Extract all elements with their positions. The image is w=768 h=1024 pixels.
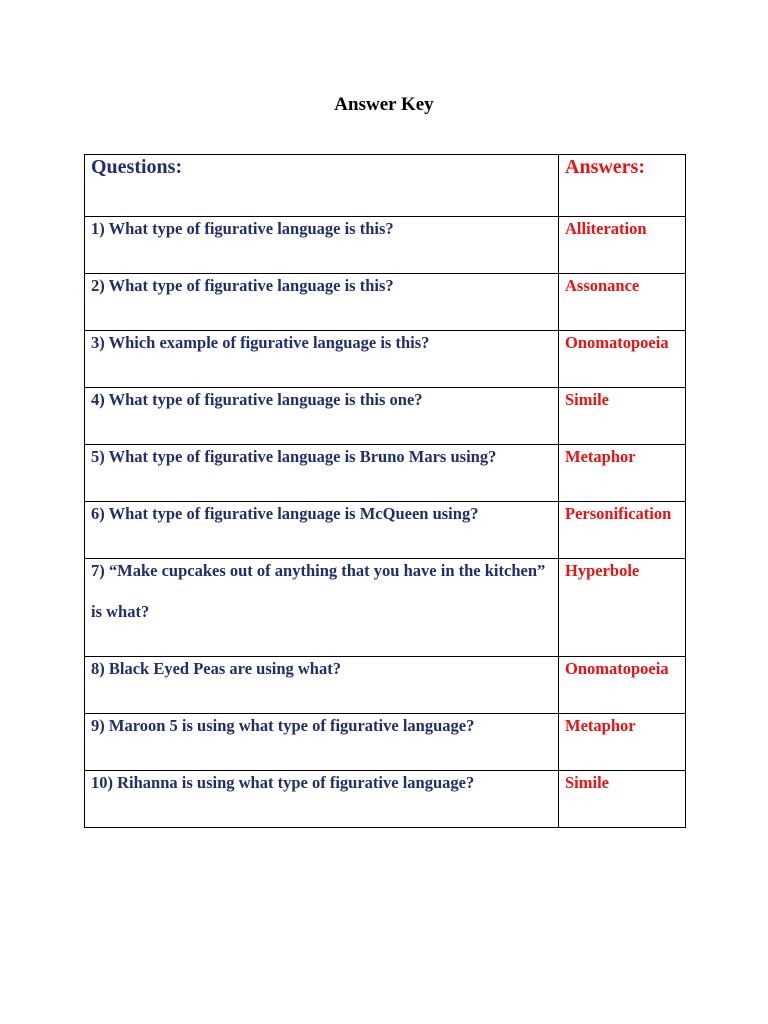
table-row: [85, 559, 686, 657]
table-row: [85, 714, 686, 771]
question-cell: 9) Maroon 5 is using what type of figurative language?: [85, 714, 559, 771]
question-cell: 2) What type of figurative language is this?: [85, 274, 559, 331]
question-cell: [85, 559, 559, 657]
question-cell: 4) What type of figurative language is this one?: [85, 388, 559, 445]
table-row: [85, 445, 686, 502]
answer-cell: Simile: [559, 388, 686, 445]
table-row: [85, 388, 686, 445]
answers-header: Answers:: [559, 155, 686, 217]
questions-header: Questions:: [85, 155, 559, 217]
table-row: [85, 331, 686, 388]
answer-cell: Hyperbole: [559, 559, 686, 657]
table-header-row: [85, 155, 686, 217]
question-cell: 8) Black Eyed Peas are using what?: [85, 657, 559, 714]
page-title: Answer Key: [334, 94, 434, 115]
question-cell: 10) Rihanna is using what type of figurative language?: [85, 771, 559, 828]
answer-cell: Onomatopoeia: [559, 331, 686, 388]
table-row: [85, 217, 686, 274]
table-row: [85, 274, 686, 331]
answer-cell: Alliteration: [559, 217, 686, 274]
answer-cell: Personification: [559, 502, 686, 559]
question-text: 7) “Make cupcakes out of anything that you have in the kitchen” is what?: [91, 561, 546, 621]
question-cell: 5) What type of figurative language is Bruno Mars using?: [85, 445, 559, 502]
answer-cell: Assonance: [559, 274, 686, 331]
answer-key-table: [84, 154, 686, 828]
question-cell: 1) What type of figurative language is this?: [85, 217, 559, 274]
table-row: [85, 771, 686, 828]
answer-cell: Metaphor: [559, 445, 686, 502]
answer-cell: Simile: [559, 771, 686, 828]
question-cell: 6) What type of figurative language is McQueen using?: [85, 502, 559, 559]
answer-cell: Metaphor: [559, 714, 686, 771]
table-row: [85, 657, 686, 714]
answer-cell: Onomatopoeia: [559, 657, 686, 714]
question-cell: 3) Which example of figurative language is this?: [85, 331, 559, 388]
